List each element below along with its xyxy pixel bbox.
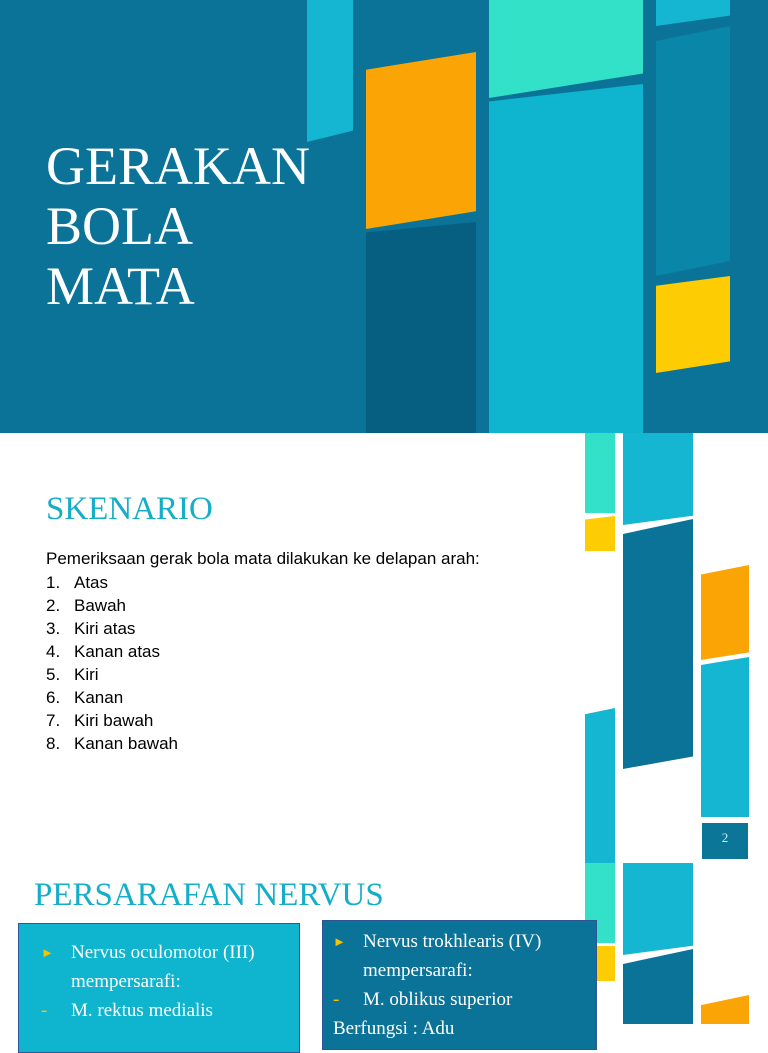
deco-block	[623, 433, 693, 525]
sub-item	[333, 985, 596, 1014]
list-item	[46, 617, 178, 640]
item-number: 7.	[46, 711, 61, 730]
dash-bullet-icon: -	[41, 1000, 48, 1021]
deco-block	[623, 519, 693, 769]
item-number: 6.	[46, 688, 61, 707]
section-title: SKENARIO	[46, 491, 213, 527]
skenario-slide	[0, 433, 768, 863]
item-number: 2.	[46, 596, 61, 615]
item-number: 5.	[46, 665, 61, 684]
dash-bullet-icon: -	[333, 989, 340, 1010]
nerve-box-trokhlearis	[322, 920, 597, 1050]
sub-text: M. rektus medialis	[71, 1000, 213, 1021]
list-item	[46, 571, 178, 594]
direction-list	[46, 571, 178, 755]
sub-item	[41, 996, 299, 1025]
deco-block	[656, 276, 730, 373]
deco-block	[585, 433, 615, 513]
item-text: Bawah	[74, 596, 126, 615]
title-line: BOLA	[46, 196, 193, 256]
slide-title	[46, 136, 310, 316]
bullet-text: mempersarafi:	[363, 960, 473, 981]
list-item	[46, 594, 178, 617]
item-text: Kiri atas	[74, 619, 136, 638]
bullet-text: mempersarafi:	[71, 971, 181, 992]
page-number: 2	[702, 823, 748, 859]
list-item	[46, 732, 178, 755]
item-text: Kiri bawah	[74, 711, 154, 730]
item-text: Kanan atas	[74, 642, 161, 661]
deco-block	[307, 0, 353, 142]
deco-block	[656, 0, 730, 26]
deco-block	[585, 516, 615, 551]
persarafan-slide	[0, 863, 768, 1039]
list-item	[46, 709, 178, 732]
deco-block	[585, 708, 615, 863]
item-text: Kanan bawah	[74, 734, 178, 753]
bullet-text: Nervus trokhlearis (IV)	[363, 931, 542, 952]
deco-block	[623, 863, 693, 955]
title-line: MATA	[46, 256, 195, 316]
deco-block	[623, 949, 693, 1024]
item-text: Kiri	[74, 665, 99, 684]
item-number: 4.	[46, 642, 61, 661]
deco-block	[489, 84, 643, 433]
item-text: Kanan	[74, 688, 124, 707]
list-item	[46, 640, 178, 663]
item-number: 3.	[46, 619, 61, 638]
list-item	[46, 686, 178, 709]
bullet-item	[41, 938, 299, 996]
intro-text: Pemeriksaan gerak bola mata dilakukan ke delapan arah:	[46, 549, 480, 568]
nerve-box-oculomotor	[18, 923, 300, 1053]
title-slide	[0, 0, 768, 433]
arrow-bullet-icon: ►	[333, 934, 346, 949]
arrow-bullet-icon: ►	[41, 945, 54, 960]
item-text: Atas	[74, 573, 109, 592]
item-number: 8.	[46, 734, 61, 753]
deco-block	[366, 222, 476, 433]
list-item	[46, 663, 178, 686]
deco-block	[701, 995, 749, 1024]
deco-block	[701, 657, 749, 817]
function-text: Berfungsi : Adu	[333, 1018, 455, 1039]
deco-block	[366, 52, 476, 229]
item-number: 1.	[46, 573, 61, 592]
section-title: PERSARAFAN NERVUS	[34, 877, 384, 913]
bullet-item	[333, 927, 596, 985]
sub-text: M. oblikus superior	[363, 989, 513, 1010]
bullet-text: Nervus oculomotor (III)	[71, 942, 255, 963]
title-line: GERAKAN	[46, 136, 310, 196]
deco-block	[701, 565, 749, 660]
deco-block	[489, 0, 643, 98]
deco-block	[656, 26, 730, 276]
